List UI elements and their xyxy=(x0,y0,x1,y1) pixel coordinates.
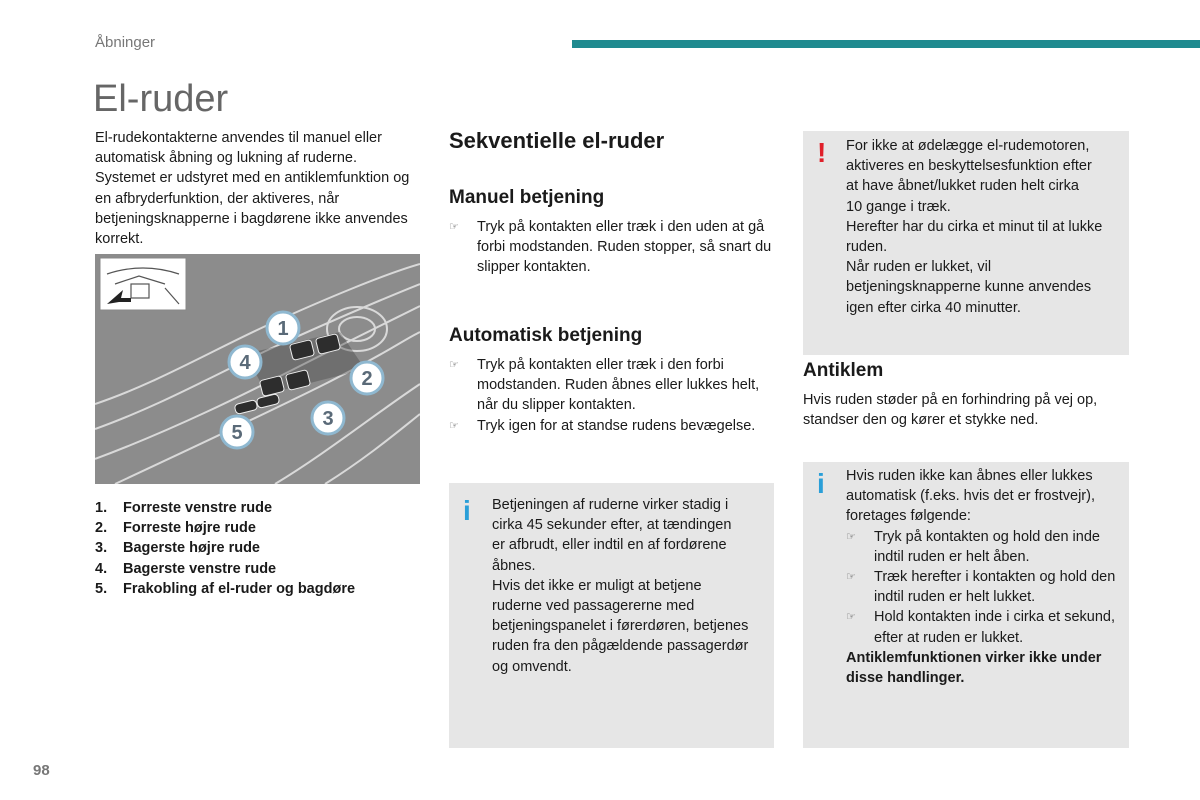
manual-list xyxy=(449,217,774,278)
info-box-frost xyxy=(803,462,1129,748)
frost-steps-list xyxy=(846,527,1126,648)
warning-icon: ! xyxy=(817,137,827,168)
page-number: 98 xyxy=(33,762,50,779)
legend-item: 4. Bagerste venstre rude xyxy=(95,560,277,577)
warning-box-text: For ikke at ødelægge el-rudemotoren, aktiveres en beskyttelsesfunktion efter at have åbnet/lukket ruden helt cirka 10 gange i træk. Herefter har du cirka et minut til at lukke ruden. Når ruden er lukket, vil betjeningsknapperne kunne anvendes igen efter cirka 40 minutter. xyxy=(846,138,1103,316)
callout-2 xyxy=(351,362,383,394)
manual-heading: Manuel betjening xyxy=(449,187,605,208)
door-panel-drawing xyxy=(95,254,420,484)
page-title: El-ruder xyxy=(93,78,229,120)
antiklem-heading: Antiklem xyxy=(803,360,884,381)
info-icon: i xyxy=(463,495,471,526)
svg-text:5: 5 xyxy=(231,422,243,444)
svg-text:1: 1 xyxy=(277,318,289,340)
callout-3 xyxy=(312,402,344,434)
list-item: ☞ Tryk på kontakten eller træk i den forbi modstanden. Ruden åbnes eller lukkes helt, når du slipper kontakten. xyxy=(449,357,760,414)
header-accent-bar xyxy=(572,40,1200,48)
callout-4 xyxy=(229,346,261,378)
intro-paragraph: El-rudekontakterne anvendes til manuel eller automatisk åbning og lukning af ruderne. Systemet er udstyret med en antiklemfunktion og en afbryderfunktion, der aktiveres, når betjeningsknapperne i bagdørene ikke anvendes korrekt. xyxy=(95,130,410,248)
sequential-heading: Sekventielle el-ruder xyxy=(449,128,665,153)
list-item: ☞ Tryk igen for at standse rudens bevægelse. xyxy=(449,416,779,436)
automatic-list xyxy=(449,355,779,436)
list-item: ☞ Hold kontakten inde i cirka et sekund, efter at ruden er lukket. xyxy=(846,609,1115,646)
info-box-text: Hvis ruden ikke kan åbnes eller lukkes automatisk (f.eks. hvis det er frostvejr), foretages følgende: ☞ Tryk på kontakten og hold den inde indtil ruden er helt åben. ☞ Træk herefter i kontakten og hold den indtil ruden er helt lukket. ☞ Hold kontakten inde i cirka et sekund, efter at ruden er lukket. Antiklemfunktionen virker ikke under disse handlinger. xyxy=(846,466,1126,688)
legend-item: 1. Forreste venstre rude xyxy=(95,500,273,516)
callout-5 xyxy=(221,416,253,448)
list-item: ☞ Træk herefter i kontakten og hold den indtil ruden er helt lukket. xyxy=(846,569,1116,606)
section-label: Åbninger xyxy=(95,34,156,51)
legend-item: 5. Frakobling af el-ruder og bagdøre xyxy=(95,580,356,597)
antiklem-paragraph: Hvis ruden støder på en forhindring på vej op, standser den og kører et stykke ned. xyxy=(803,392,1098,429)
info-icon: i xyxy=(817,468,825,499)
list-item: ☞ Tryk på kontakten eller træk i den uden at gå forbi modstanden. Ruden stopper, så snart du slipper kontakten. xyxy=(449,219,772,276)
frost-note: Antiklemfunktionen virker ikke under disse handlinger. xyxy=(846,649,1102,687)
svg-text:4: 4 xyxy=(239,352,251,374)
svg-text:3: 3 xyxy=(322,408,334,430)
svg-text:2: 2 xyxy=(361,368,373,390)
bullet-arrow-icon: ☞ xyxy=(846,530,856,543)
automatic-heading: Automatisk betjening xyxy=(449,325,643,346)
bullet-arrow-icon: ☞ xyxy=(449,419,459,432)
bullet-arrow-icon: ☞ xyxy=(449,221,459,233)
list-item: ☞ Tryk på kontakten og hold den inde indtil ruden er helt åben. xyxy=(846,528,1100,565)
window-switch-illustration xyxy=(95,254,420,484)
bullet-arrow-icon: ☞ xyxy=(846,571,856,584)
legend-list xyxy=(95,498,355,599)
info-box-text: Betjeningen af ruderne virker stadig i cirka 45 sekunder efter, at tændingen er afbrudt, eller indtil en af fordørene åbnes. Hvis det ikke er muligt at betjene ruderne ved passagererne med betjeningspanelet i førerdøren, betjenes ruden fra den pågældende passagerdør og omvendt. xyxy=(492,497,749,675)
warning-box-motor xyxy=(803,131,1129,355)
legend-item: 2. Forreste højre rude xyxy=(95,520,256,537)
legend-item: 3. Bagerste højre rude xyxy=(95,540,260,557)
info-box-ignition xyxy=(449,483,774,748)
callout-1 xyxy=(267,312,299,344)
bullet-arrow-icon: ☞ xyxy=(846,611,856,624)
bullet-arrow-icon: ☞ xyxy=(449,359,459,371)
